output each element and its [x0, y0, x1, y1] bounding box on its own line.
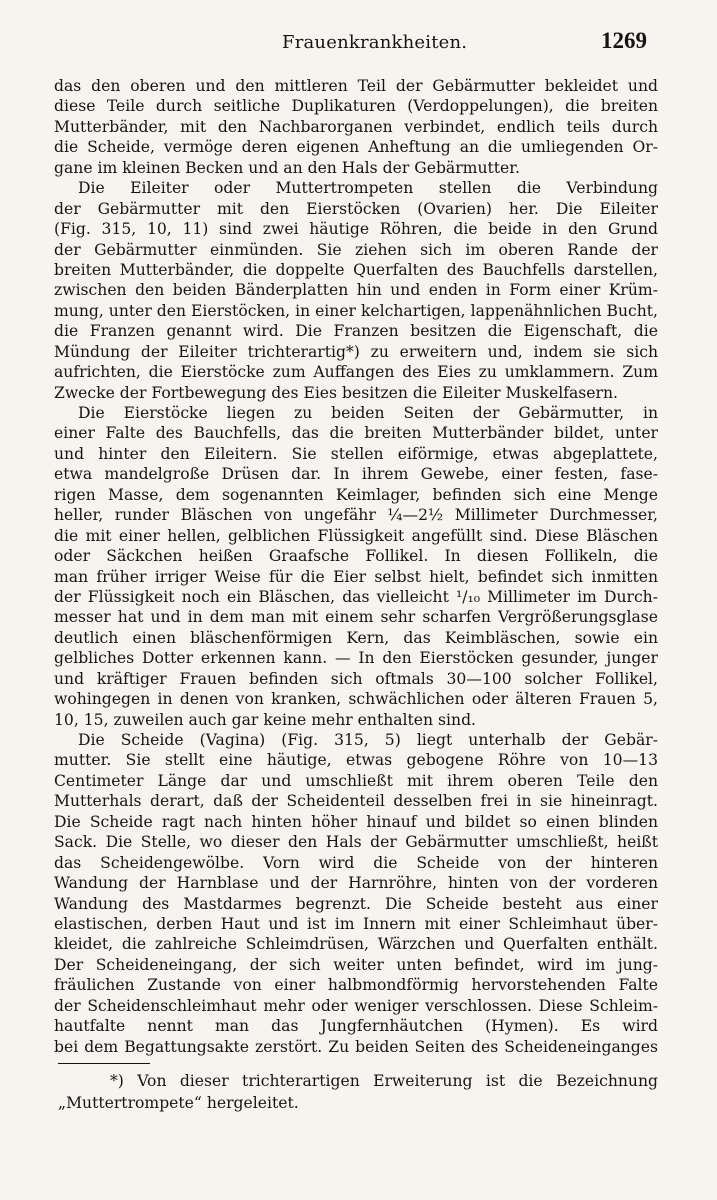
text-line: breiten Mutterbänder, die doppelte Querfalten des Bauchfells darstellen,: [54, 260, 658, 279]
running-title: Frauenkrankheiten.: [282, 32, 468, 53]
footnote-divider: [58, 1063, 150, 1064]
text-line: der Scheidenschleimhaut mehr oder weniger verschlossen. Diese Schleim-: [54, 996, 658, 1015]
text-line: messer hat und in dem man mit einem sehr scharfen Vergrößerungsglase: [54, 608, 658, 627]
text-line: Die Scheide ragt nach hinten höher hinauf und bildet so einen blinden: [54, 812, 658, 831]
text-line: kleidet, die zahlreiche Schleimdrüsen, Wärzchen und Querfalten enthält.: [54, 935, 658, 954]
text-line: Zwecke der Fortbewegung des Eies besitzen die Eileiter Muskelfasern.: [54, 383, 618, 402]
text-line: bei dem Begattungsakte zerstört. Zu beiden Seiten des Scheideneinganges: [54, 1037, 658, 1056]
text-line: und kräftiger Frauen befinden sich oftmals 30—100 solcher Follikel,: [54, 669, 658, 688]
text-line: der Gebärmutter einmünden. Sie ziehen sich im oberen Rande der: [54, 240, 658, 259]
page-number: 1269: [601, 28, 647, 53]
text-line: oder Säckchen heißen Graafsche Follikel. In diesen Follikeln, die: [54, 547, 658, 566]
text-line: aufrichten, die Eierstöcke zum Auffangen des Eies zu umklammern. Zum: [54, 363, 658, 382]
text-line: zwischen den beiden Bänderplatten hin und enden in Form einer Krüm-: [54, 281, 658, 300]
text-line: die Scheide, vermöge deren eigenen Anheftung an die umliegenden Or-: [54, 138, 658, 157]
footnote-line: *) Von dieser trichterartigen Erweiterung ist die Bezeichnung: [110, 1072, 658, 1090]
text-line: (Fig. 315, 10, 11) sind zwei häutige Röhren, die beide in den Grund: [54, 220, 658, 239]
text-line: rigen Masse, dem sogenannten Keimlager, befinden sich eine Menge: [54, 485, 658, 504]
text-line: man früher irriger Weise für die Eier selbst hielt, befindet sich inmitten: [54, 567, 658, 586]
text-line: die mit einer hellen, gelblichen Flüssigkeit angefüllt sind. Diese Bläschen: [54, 526, 658, 545]
text-line: hautfalte nennt man das Jungfernhäutchen (Hymen). Es wird: [54, 1017, 658, 1036]
text-line: Die Eierstöcke liegen zu beiden Seiten der Gebärmutter, in: [78, 404, 658, 422]
text-line: wohingegen in denen von kranken, schwächlichen oder älteren Frauen 5,: [54, 690, 658, 709]
text-line: Wandung des Mastdarmes begrenzt. Die Scheide besteht aus einer: [54, 894, 658, 913]
text-line: das den oberen und den mittleren Teil der Gebärmutter bekleidet und: [54, 77, 658, 95]
footnote-line: „Muttertrompete“ hergeleitet.: [58, 1094, 299, 1112]
text-line: mutter. Sie stellt eine häutige, etwas gebogene Röhre von 10—13: [54, 751, 658, 770]
text-line: mung, unter den Eierstöcken, in einer kelchartigen, lappenähnlichen Bucht,: [54, 301, 658, 320]
text-line: deutlich einen bläschenförmigen Kern, das Keimbläschen, sowie ein: [54, 628, 658, 647]
text-line: Die Scheide (Vagina) (Fig. 315, 5) liegt unterhalb der Gebär-: [78, 731, 658, 749]
footnotes: [58, 1070, 658, 1114]
text-line: 10, 15, zuweilen auch gar keine mehr enthalten sind.: [54, 710, 477, 729]
text-line: Mündung der Eileiter trichterartig*) zu erweitern und, indem sie sich: [54, 342, 658, 361]
text-line: elastischen, derben Haut und ist im Innern mit einer Schleimhaut über-: [54, 914, 658, 933]
running-header: [0, 28, 717, 62]
text-line: der Flüssigkeit noch ein Bläschen, das vielleicht ¹/₁₀ Millimeter im Durch-: [54, 587, 658, 606]
body-text: [54, 76, 658, 1057]
text-line: Der Scheideneingang, der sich weiter unten befindet, wird im jung-: [54, 955, 658, 974]
text-line: etwa mandelgroße Drüsen dar. In ihrem Gewebe, einer festen, fase-: [54, 465, 658, 484]
text-line: das Scheidengewölbe. Vorn wird die Scheide von der hinteren: [54, 853, 658, 872]
text-line: Mutterbänder, mit den Nachbarorganen verbindet, endlich teils durch: [54, 117, 658, 136]
text-line: Wandung der Harnblase und der Harnröhre, hinten von der vorderen: [54, 874, 658, 893]
text-line: und hinter den Eileitern. Sie stellen eiförmige, etwas abgeplattete,: [54, 444, 658, 463]
text-line: diese Teile durch seitliche Duplikaturen (Verdoppelungen), die breiten: [54, 97, 658, 116]
text-line: fräulichen Zustande von einer halbmondförmig hervorstehenden Falte: [54, 976, 658, 995]
text-line: einer Falte des Bauchfells, das die breiten Mutterbänder bildet, unter: [54, 424, 658, 443]
text-line: die Franzen genannt wird. Die Franzen besitzen die Eigenschaft, die: [54, 322, 658, 341]
text-line: gelbliches Dotter erkennen kann. — In den Eierstöcken gesunder, junger: [54, 649, 658, 668]
text-line: Centimeter Länge dar und umschließt mit ihrem oberen Teile den: [54, 771, 658, 790]
text-line: heller, runder Bläschen von ungefähr ¼—2½ Millimeter Durchmesser,: [54, 506, 658, 525]
text-line: gane im kleinen Becken und an den Hals der Gebärmutter.: [54, 158, 520, 177]
text-line: Sack. Die Stelle, wo dieser den Hals der Gebärmutter umschließt, heißt: [54, 833, 658, 852]
text-line: Mutterhals derart, daß der Scheidenteil desselben frei in sie hineinragt.: [54, 792, 658, 811]
text-line: Die Eileiter oder Muttertrompeten stellen die Verbindung: [78, 179, 658, 198]
text-line: der Gebärmutter mit den Eierstöcken (Ovarien) her. Die Eileiter: [54, 199, 658, 218]
